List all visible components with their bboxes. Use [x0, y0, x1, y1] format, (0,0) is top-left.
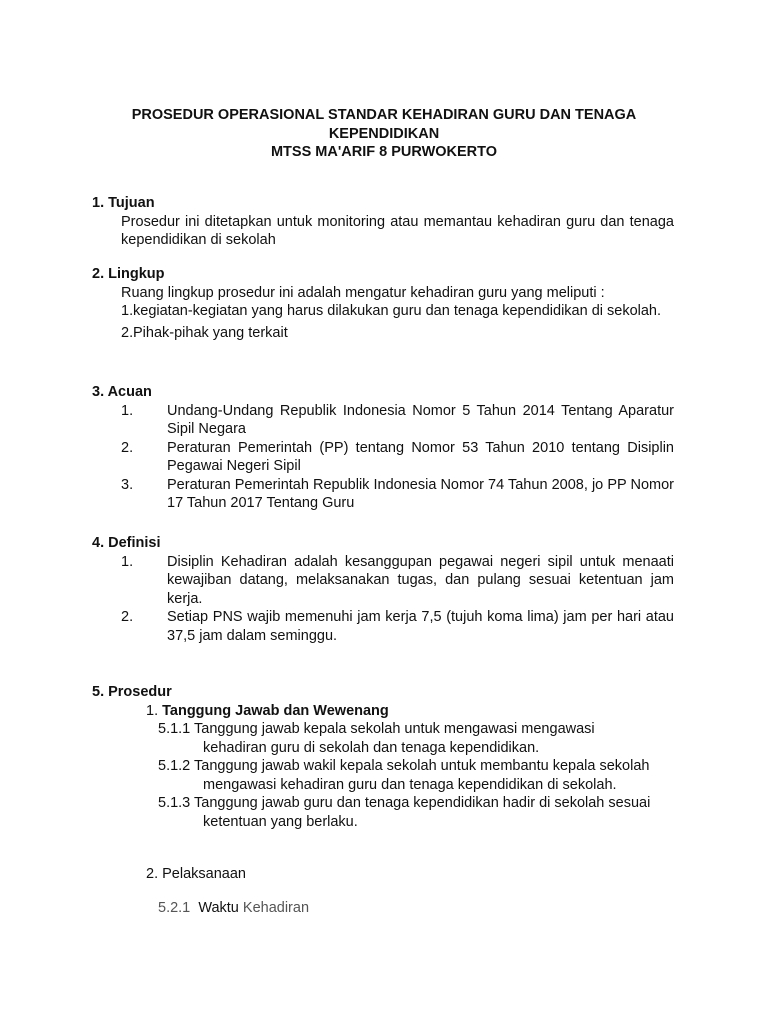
subsection-item: [158, 757, 674, 794]
subsection-item-line-1: 5.1.3 Tanggung jawab guru dan tenaga kependidikan hadir di sekolah sesuai: [158, 795, 651, 811]
subsection-pelaksanaan: [92, 865, 674, 884]
lingkup-intro: Ruang lingkup prosedur ini adalah mengatur kehadiran guru yang meliputi :: [121, 284, 605, 301]
subsection-label: Tanggung Jawab dan Wewenang: [162, 702, 389, 719]
section-heading-tujuan: 1. Tujuan: [92, 195, 155, 211]
subsection-item-number: 5.2.1: [158, 900, 191, 916]
subsection-item-label-b: Kehadiran: [242, 900, 310, 916]
section-heading-definisi: 4. Definisi: [92, 535, 161, 551]
subsection-item-line-2: kehadiran guru di sekolah dan tenaga kependidikan.: [203, 739, 540, 756]
subsection-item-label-a: Waktu: [198, 900, 239, 916]
subsection-number: 1.: [146, 702, 159, 719]
subsection-item: [158, 720, 674, 757]
list-item: [92, 402, 674, 439]
subsection-heading-tanggung-jawab: [146, 702, 674, 721]
section-heading-acuan: 3. Acuan: [92, 384, 152, 400]
list-item: [92, 553, 674, 609]
subsection-item-line-2: ketentuan yang berlaku.: [203, 813, 358, 830]
list-item: [121, 302, 674, 321]
subsection-heading-pelaksanaan: 2. Pelaksanaan: [146, 866, 246, 882]
tujuan-text: Prosedur ini ditetapkan untuk monitoring atau memantau kehadiran guru dan tenaga kependidikan di sekolah: [121, 213, 674, 248]
list-item-number: 1.: [121, 553, 134, 570]
list-item: [121, 324, 674, 343]
subsection-item: [158, 794, 674, 831]
list-item: [92, 476, 674, 513]
list-item-text: Peraturan Pemerintah (PP) tentang Nomor 53 Tahun 2010 tentang Disiplin Pegawai Negeri Sipil: [167, 439, 674, 474]
list-item-text: Pihak-pihak yang terkait: [133, 324, 288, 341]
list-item-text: Disiplin Kehadiran adalah kesanggupan pegawai negeri sipil untuk menaati kewajiban datang, melaksanakan tugas, dan pulang sesuai ketentuan jam kerja.: [167, 553, 674, 607]
list-item-text: Peraturan Pemerintah Republik Indonesia Nomor 74 Tahun 2008, jo PP Nomor 17 Tahun 2017 Tentang Guru: [167, 476, 674, 511]
section-heading-lingkup: 2. Lingkup: [92, 266, 165, 282]
subsection-item-line-1: 5.1.2 Tanggung jawab wakil kepala sekolah untuk membantu kepala sekolah: [158, 758, 650, 774]
section-lingkup: [92, 265, 674, 342]
title-line-3: MTSS MA'ARIF 8 PURWOKERTO: [270, 144, 498, 160]
subsection-item-line-2: mengawasi kehadiran guru dan tenaga kependidikan di sekolah.: [203, 776, 617, 793]
list-item-number: 3.: [121, 476, 134, 493]
section-definisi: [92, 534, 674, 645]
document-title: [96, 106, 672, 162]
section-heading-prosedur: 5. Prosedur: [92, 684, 172, 700]
subsection-item-line-1: 5.1.1 Tanggung jawab kepala sekolah untuk mengawasi mengawasi: [158, 721, 595, 737]
list-item: [92, 608, 674, 645]
list-item-number: 1.: [121, 402, 134, 419]
title-line-2: KEPENDIDIKAN: [328, 125, 440, 142]
subsection-item-waktu: [92, 899, 674, 918]
list-item-number: 2.: [121, 439, 134, 456]
section-prosedur: [92, 683, 674, 831]
list-item-text: Setiap PNS wajib memenuhi jam kerja 7,5 (tujuh koma lima) jam per hari atau 37,5 jam dalam seminggu.: [167, 609, 674, 644]
title-line-1: PROSEDUR OPERASIONAL STANDAR KEHADIRAN GURU DAN TENAGA: [131, 107, 637, 123]
section-tujuan: [92, 194, 674, 250]
section-acuan: [92, 383, 674, 513]
list-item: [92, 439, 674, 476]
list-item-number: 2.: [121, 609, 134, 625]
list-item-text: kegiatan-kegiatan yang harus dilakukan guru dan tenaga kependidikan di sekolah.: [133, 303, 662, 319]
list-item-text: Undang-Undang Republik Indonesia Nomor 5 Tahun 2014 Tentang Aparatur Sipil Negara: [167, 402, 674, 437]
list-item-number: 1.: [121, 303, 134, 319]
list-item-number: 2.: [121, 324, 134, 341]
